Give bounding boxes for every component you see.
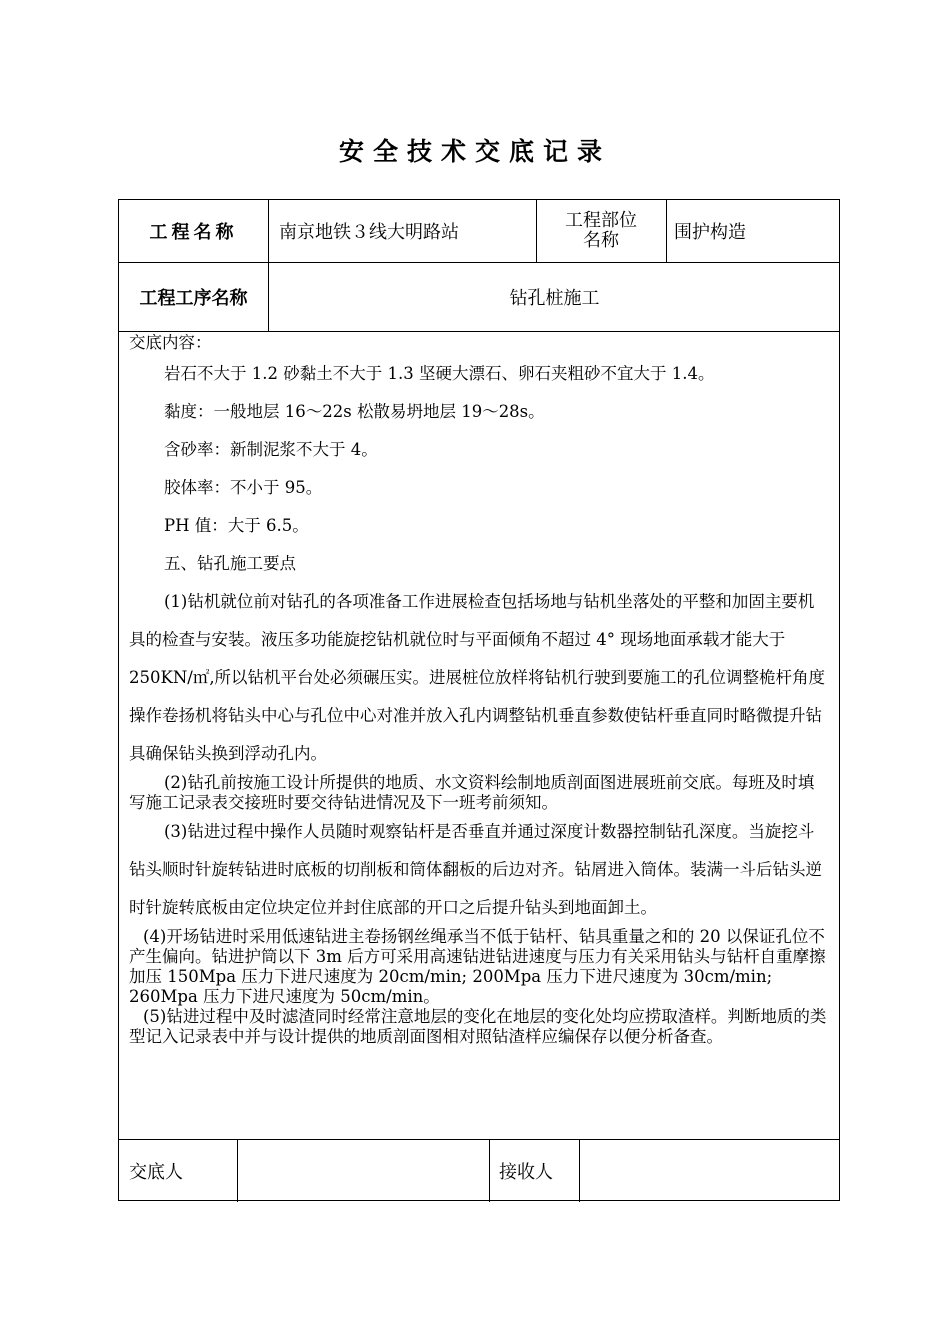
process-name-label: 工程工序名称 [139,287,248,309]
content-line: 含砂率：新制泥浆不大于 4。 [164,440,378,459]
col-divider [237,1139,238,1202]
giver-label: 交底人 [129,1161,183,1183]
content-line: 黏度：一般地层 16～22s 松散易坍地层 19～28s。 [164,402,545,421]
paragraph-4: (4)开场钻进时采用低速钻进主卷扬钢丝绳承当不低于钻杆、钻具重量之和的 20 以保证孔位不产生偏向。钻进护筒以下 3m 后方可采用高速钻进钻进速度与压力有关采用钻头与钻杆自重摩擦加压 150Mpa 压力下进尺速度为 20cm/min; 200Mpa 压力下进尺速度为 30cm/min; 260Mpa 压力下进尺速度为 50cm/min。 [129,927,826,1006]
record-table [118,199,840,1201]
section-heading: 五、钻孔施工要点 [164,554,296,573]
paragraph-3: (3)钻进过程中操作人员随时观察钻杆是否垂直并通过深度计数器控制钻孔深度。当旋挖斗钻头顺时针旋转钻进时底板的切削板和筒体翻板的后边对齐。钻屑进入筒体。装满一斗后钻头逆时针旋转底板由定位块定位并封住底部的开口之后提升钻头到地面卸土。 [129,822,822,917]
col-divider [666,200,667,262]
project-part-label [536,200,666,262]
project-part-label-line2: 名称 [583,230,619,251]
paragraph-2: (2)钻孔前按施工设计所提供的地质、水文资料绘制地质剖面图进展班前交底。每班及时填写施工记录表交接班时要交待钻进情况及下一班考前须知。 [129,773,815,812]
process-name-value: 钻孔桩施工 [509,287,600,309]
receiver-label: 接收人 [499,1161,553,1183]
content-line: 胶体率：不小于 95。 [164,478,323,497]
project-name-label: 工程名称 [149,222,238,243]
col-divider [489,1139,490,1202]
page-title: 安全技术交底记录 [338,137,611,166]
project-part-value: 围护构造 [674,222,746,243]
project-part-label-line1: 工程部位 [565,210,637,231]
receiver-signature-field[interactable] [587,1139,837,1202]
paragraph-5: (5)钻进过程中及时滤渣同时经常注意地层的变化在地层的变化处均应捞取渣样。判断地质的类型记入记录表中并与设计提供的地质剖面图相对照钻渣样应编保存以便分析备查。 [129,1007,827,1046]
content-line: PH 值：大于 6.5。 [164,516,309,535]
project-name-value: 南京地铁３线大明路站 [279,222,459,243]
content-line: 岩石不大于 1.2 砂黏土不大于 1.3 坚硬大漂石、卵石夹粗砂不宜大于 1.4。 [164,364,715,383]
giver-signature-field[interactable] [245,1139,485,1202]
col-divider [579,1139,580,1202]
briefing-content [129,331,827,1047]
content-label: 交底内容： [129,333,212,352]
paragraph-1: (1)钻机就位前对钻孔的各项准备工作进展检查包括场地与钻机坐落处的平整和加固主要机具的检查与安装。液压多功能旋挖钻机就位时与平面倾角不超过 4° 现场地面承载才能大于 250KN/㎡,所以钻机平台处必须碾压实。进展桩位放样将钻机行驶到要施工的孔位调整桅杆角度操作卷扬机将钻头中心与孔位中心对准并放入孔内调整钻机垂直参数使钻杆垂直同时略微提升钻具确保钻头换到浮动孔内。 [129,592,826,763]
